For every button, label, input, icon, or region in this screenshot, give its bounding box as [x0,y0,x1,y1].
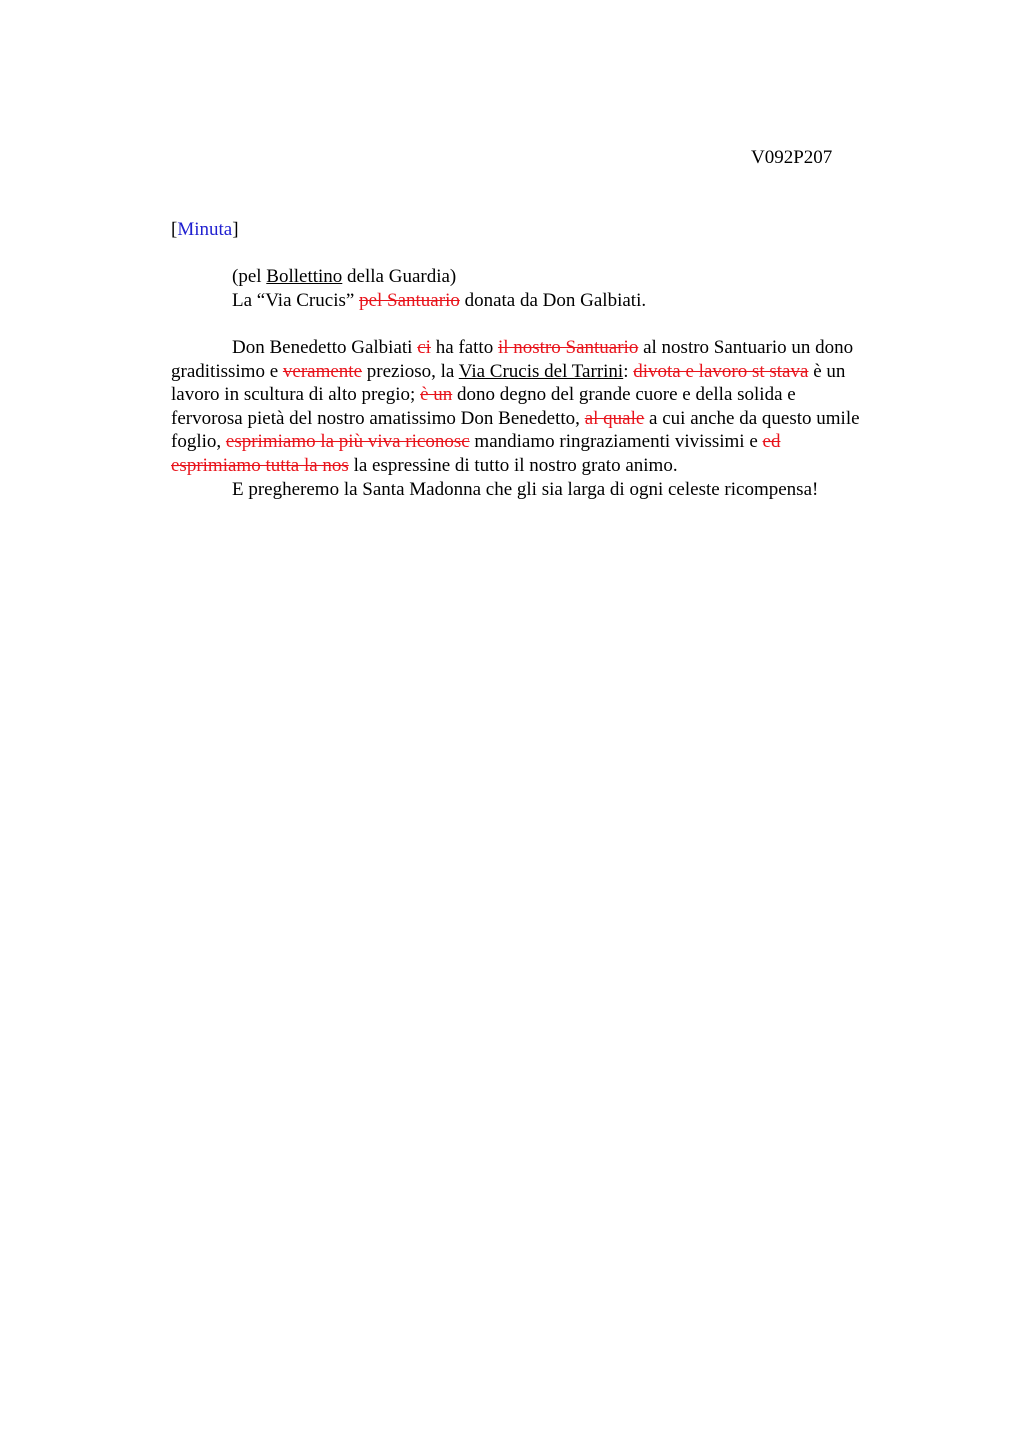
body-line-5 [171,430,921,454]
body-text: a cui anche da questo umile [644,407,860,429]
heading-text: donata da Don Galbiati. [459,290,647,311]
body-text: ha fatto [430,337,498,358]
body-text: fervorosa pietà del nostro amatissimo Don Benedetto, [171,407,585,429]
editorial-label [171,218,239,241]
body-text: dono degno del grande cuore e della solida e [452,384,796,406]
heading-text: della Guardia) [342,266,457,287]
deleted-text: divota e lavoro st stava [633,360,809,382]
body-text: lavoro in scultura di alto pregio; [171,384,421,406]
deleted-text: ed [762,431,781,453]
body-text: al nostro Santuario un dono [638,337,854,358]
body-text: è un [808,360,846,382]
label-close-bracket: ] [232,219,239,240]
deleted-text: al quale [584,407,645,429]
body-line-4 [171,407,921,431]
underlined-title: Bollettino [266,266,343,287]
body-text: la espressine di tutto il nostro grato animo. [348,454,678,476]
body-text: E pregheremo la Santa Madonna che gli sia larga di ogni celeste ricompensa! [232,478,819,500]
deleted-text: esprimiamo la più viva riconosc [225,431,470,453]
underlined-title: Via Crucis del Tarrini [458,360,624,382]
body-text: : [623,360,634,382]
heading-line-2 [232,289,646,313]
label-minuta: Minuta [177,219,233,240]
heading-text: La “Via Crucis” [232,290,360,311]
document-code: V092P207 [751,147,833,168]
body-text: prezioso, la [362,360,459,382]
body-text: graditissimo e [171,360,283,382]
document-heading [232,265,646,313]
deleted-text: il nostro Santuario [497,337,639,358]
deleted-text: pel Santuario [359,290,460,311]
deleted-text: veramente [282,360,363,382]
heading-text: (pel [232,266,267,287]
body-text: foglio, [171,431,226,453]
heading-line-1 [232,265,646,289]
document-body [171,336,921,501]
body-line-3 [171,383,921,407]
body-text: mandiamo ringraziamenti vivissimi e [469,431,763,453]
deleted-text: è un [420,384,453,406]
body-line-6 [171,454,921,478]
label-open-bracket: [ [171,219,178,240]
body-text: Don Benedetto Galbiati [232,337,418,358]
body-line-7 [171,478,921,502]
deleted-text: ci [417,337,431,358]
body-line-2 [171,360,921,384]
body-line-1 [171,336,921,360]
deleted-text: esprimiamo tutta la nos [171,454,349,476]
